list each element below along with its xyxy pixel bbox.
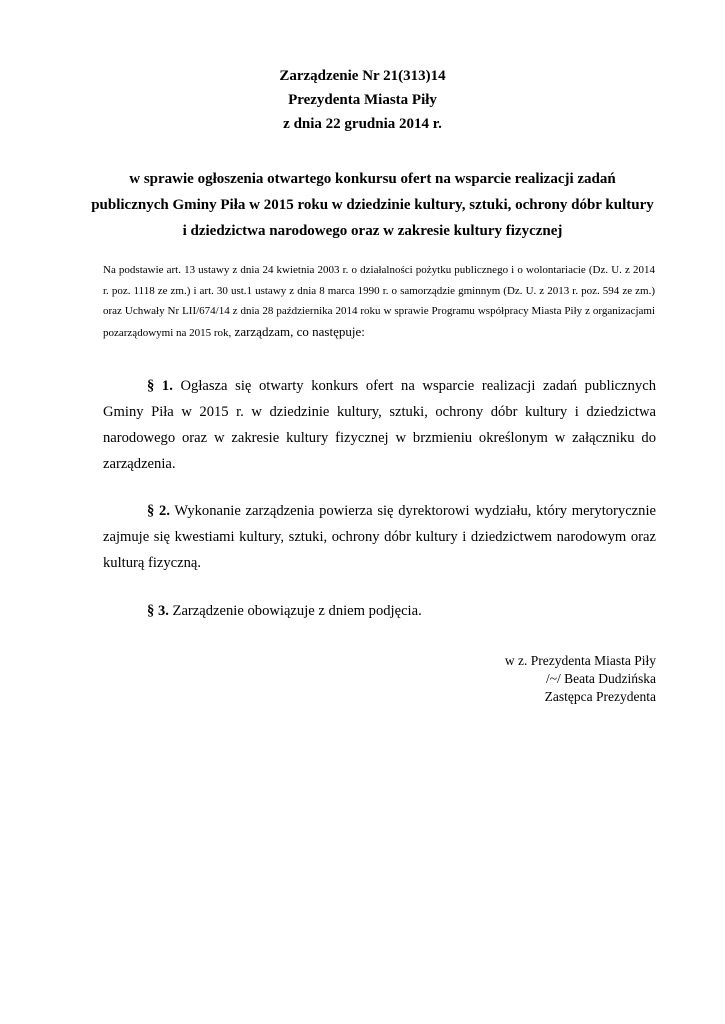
signature-title: Zastępca Prezydenta — [544, 689, 656, 704]
paragraph-3-number: § 3. — [147, 603, 169, 619]
legal-basis-tail: zarządzam, co następuje: — [231, 323, 365, 339]
legal-basis — [103, 260, 655, 343]
paragraph-2 — [103, 498, 656, 576]
document-header — [0, 64, 725, 136]
signature-role: w z. Prezydenta Miasta Piły — [504, 653, 656, 668]
document-subject — [90, 166, 655, 244]
subject-line-1: w sprawie ogłoszenia otwartego konkursu ofert na wsparcie realizacji zadań — [129, 171, 616, 187]
signature-block — [505, 652, 656, 706]
subject-line-2: publicznych Gminy Piła w 2015 roku w dziedzinie kultury, sztuki, ochrony dóbr kultury — [91, 197, 654, 213]
subject-line-3: i dziedzictwa narodowego oraz w zakresie kultury fizycznej — [182, 223, 563, 239]
paragraph-1 — [103, 373, 656, 477]
paragraph-2-text: Wykonanie zarządzenia powierza się dyrektorowi wydziału, który merytorycznie zajmuje się kwestiami kultury, sztuki, ochrony dóbr kultury i dziedzictwem narodowym oraz kulturą fizyczną. — [103, 503, 656, 571]
signature-name: /~/ Beata Dudzińska — [545, 671, 656, 686]
ordinance-number: Zarządzenie Nr 21(313)14 — [279, 68, 446, 84]
paragraph-3 — [103, 598, 656, 624]
legal-basis-text: Na podstawie art. 13 ustawy z dnia 24 kwietnia 2003 r. o działalności pożytku publicznego i o wolontariacie (Dz. U. z 2014 r. poz. 1118 ze zm.) i art. 30 ust.1 ustawy z dnia 8 marca 1990 r. o samorządzie gminnym (Dz. U. z 2013 r. poz. 594 ze zm.) oraz Uchwały Nr LII/674/14 z dnia 28 października 2014 roku w sprawie Programu współpracy Miasta Piły z organizacjami pozarządowymi na 2015 rok, — [103, 264, 655, 339]
issuer: Prezydenta Miasta Piły — [288, 92, 437, 108]
ordinance-date: z dnia 22 grudnia 2014 r. — [283, 116, 442, 132]
paragraph-3-text: Zarządzenie obowiązuje z dniem podjęcia. — [168, 603, 422, 619]
paragraph-1-text: Ogłasza się otwarty konkurs ofert na wsparcie realizacji zadań publicznych Gminy Piła w 2015 r. w dziedzinie kultury, sztuki, ochrony dóbr kultury i dziedzictwa narodowego oraz w zakresie kultury fizycznej w brzmieniu określonym w załączniku do zarządzenia. — [103, 378, 656, 472]
paragraph-1-number: § 1. — [147, 378, 173, 394]
paragraph-2-number: § 2. — [147, 503, 170, 519]
